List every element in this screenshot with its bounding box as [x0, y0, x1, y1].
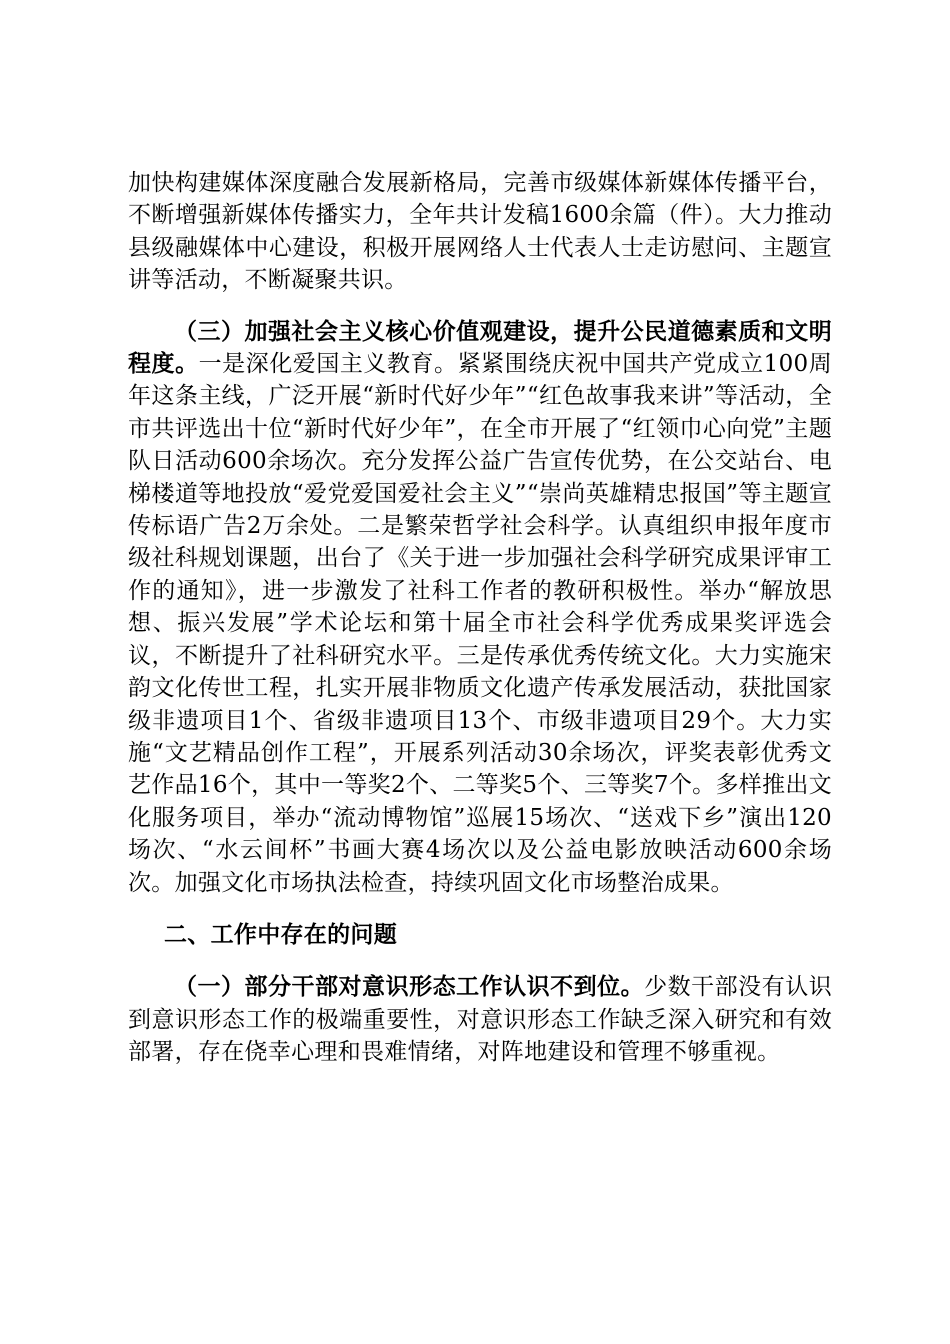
paragraph-core-values: [128, 316, 832, 899]
section-lead-heading: （一）部分干部对意识形态工作认识不到位。: [174, 973, 645, 1001]
paragraph-text: 一是深化爱国主义教育。紧紧围绕庆祝中国共产党成立100周年这条主线，广泛开展“新时代好少年”“红色故事我来讲”等活动，全市共评选出十位“新时代好少年”，在全市开展了“红领巾心向党”主题队日活动600余场次。充分发挥公益广告宣传优势，在公交站台、电梯楼道等地投放“爱党爱国爱社会主义”“崇尚英雄精忠报国”等主题宣传标语广告2万余处。二是繁荣哲学社会科学。认真组织申报年度市级社科规划课题，出台了《关于进一步加强社会科学研究成果评审工作的通知》，进一步激发了社科工作者的教研积极性。举办“解放思想、振兴发展”学术论坛和第十届全市社会科学优秀成果奖评选会议，不断提升了社科研究水平。三是传承优秀传统文化。大力实施宋韵文化传世工程，扎实开展非物质文化遗产传承发展活动，获批国家级非遗项目1个、省级非遗项目13个、市级非遗项目29个。大力实施“文艺精品创作工程”，开展系列活动30余场次，评奖表彰优秀文艺作品16个，其中一等奖2个、二等奖5个、三等奖7个。多样推出文化服务项目，举办“流动博物馆”巡展15场次、“送戏下乡”演出120场次、“水云间杯”书画大赛4场次以及公益电影放映活动600余场次。加强文化市场执法检查，持续巩固文化市场整治成果。: [128, 351, 832, 896]
document-body: [128, 167, 832, 1069]
paragraph-cadre-awareness: [128, 971, 832, 1068]
paragraph-text: 少数干部没有认识到意识形态工作的极端重要性，对意识形态工作缺乏深入研究和有效部署，存在侥幸心理和畏难情绪，对阵地建设和管理不够重视。: [128, 974, 833, 1066]
paragraph-text: 加快构建媒体深度融合发展新格局，完善市级媒体新媒体传播平台，不断增强新媒体传播实力，全年共计发稿1600余篇（件）。大力推动县级融媒体中心建设，积极开展网络人士代表人士走访慰问、主题宣讲等活动，不断凝聚共识。: [128, 170, 832, 294]
section-heading-problems: 二、工作中存在的问题: [164, 920, 397, 948]
section-lead-heading: （三）加强社会主义核心价值观建设，提升公民道德素质和文明程度。: [128, 317, 832, 378]
paragraph-media-integration: [128, 167, 832, 297]
